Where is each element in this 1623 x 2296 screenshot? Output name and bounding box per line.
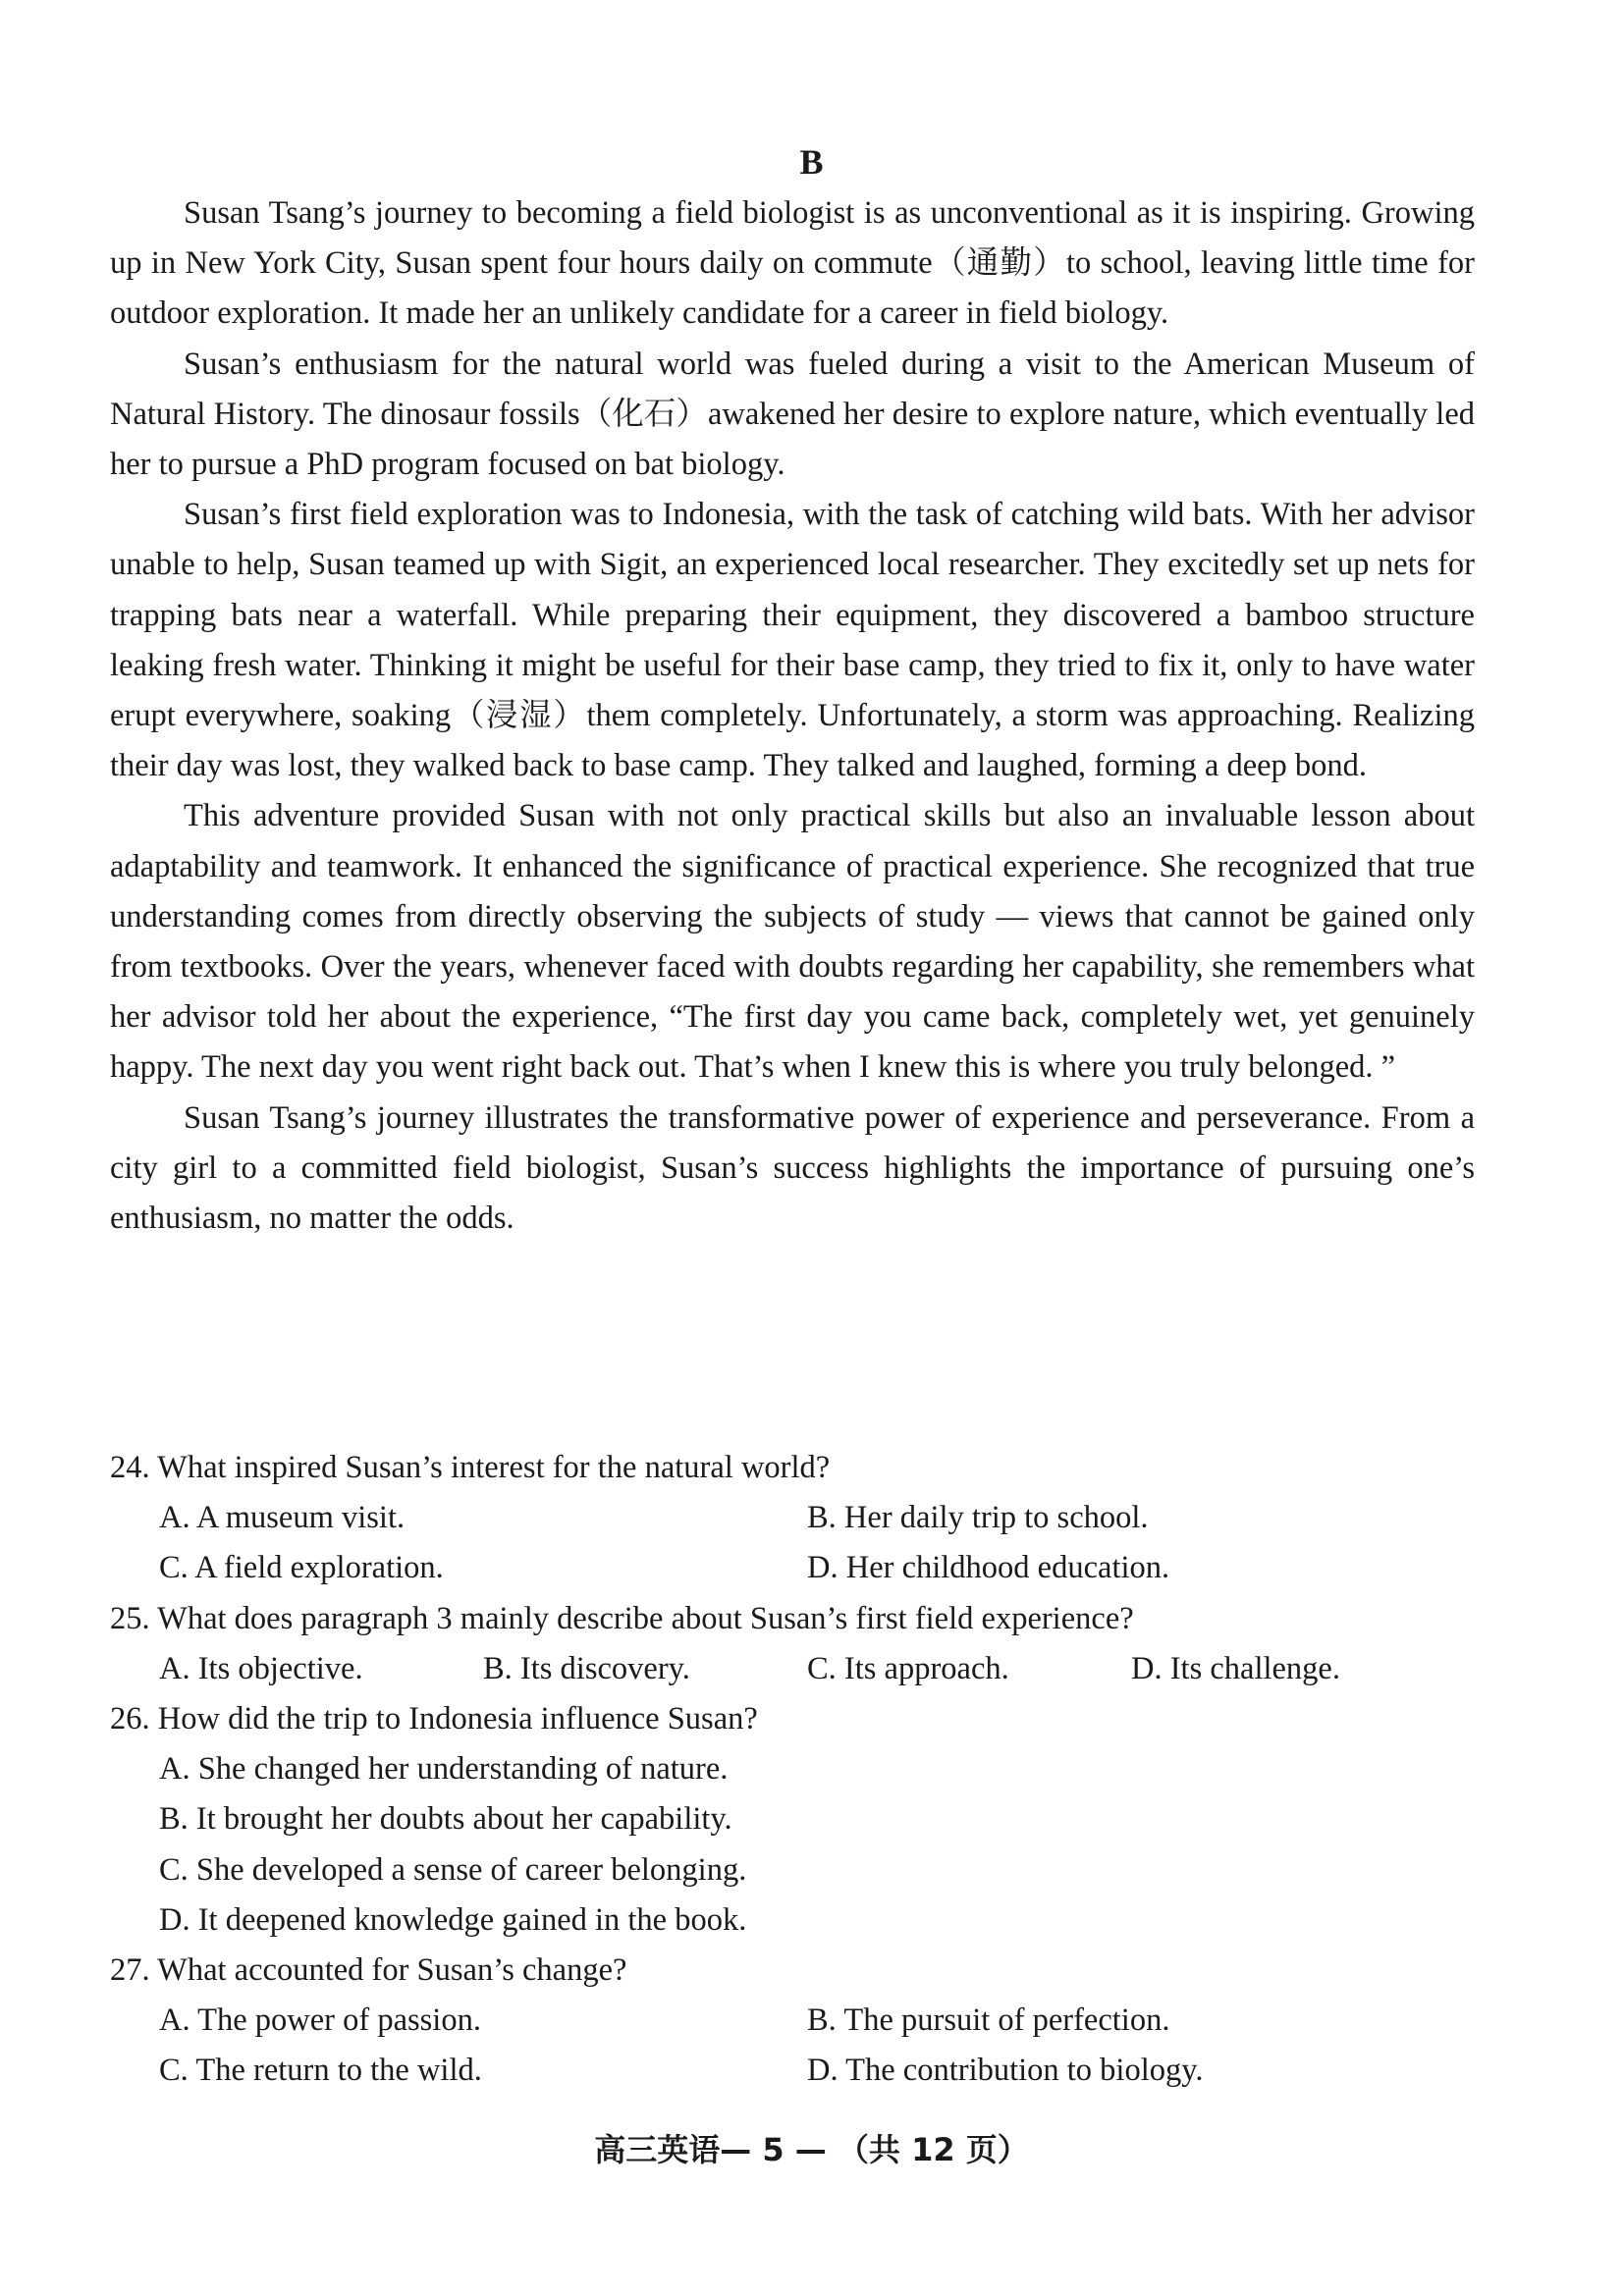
option-b: B. Her daily trip to school. [807,1500,1149,1536]
question-stem: 27. What accounted for Susan’s change? [110,1952,627,1989]
option-a: A. The power of passion. [159,2002,481,2039]
option-d: D. It deepened knowledge gained in the book. [159,1901,747,1938]
option-c: C. A field exploration. [159,1550,444,1586]
passage-paragraph-4: This adventure provided Susan with not only practical skills but also an invaluable lesson about adaptability and teamwork. It enhanced the significance of practical experience. She recognized that true understanding comes from directly observing the subjects of study — views that cannot be gained only from textbooks. Over the years, whenever faced with doubts regarding her capability, she remembers what her advisor told her about the experience, “The first day you came back, completely wet, yet genuinely happy. The next day you went right back out. That’s when I knew this is where you truly belonged. ” [110,798,1475,1086]
option-a: A. Its objective. [159,1650,363,1686]
reading-passage [110,188,1475,1244]
question-25 [110,1594,1475,1694]
options-row [110,1644,1475,1694]
passage-paragraph-2: Susan’s enthusiasm for the natural world was fueled during a visit to the American Museum of Natural History. The dinosaur fossils（化石）awakened her desire to explore nature, which eventually led her to pursue a PhD program focused on bat biology. [110,346,1475,483]
option-b: B. The pursuit of perfection. [807,2002,1170,2039]
options-row [110,1543,1475,1593]
option-c: C. The return to the wild. [159,2053,482,2089]
options-row [110,1996,1475,2046]
options-row [110,1493,1475,1543]
option-c: C. She developed a sense of career belonging. [159,1851,747,1888]
question-24 [110,1443,1475,1594]
option-a: A. She changed her understanding of nature. [159,1751,729,1788]
option-d: D. The contribution to biology. [807,2053,1204,2089]
page-footer: 高三英语— 5 — （共 12 页） [594,2131,1029,2168]
option-b: B. It brought her doubts about her capability. [159,1801,732,1838]
question-27 [110,1946,1475,2097]
question-stem: 25. What does paragraph 3 mainly describe about Susan’s first field experience? [110,1600,1134,1636]
option-d: D. Her childhood education. [807,1550,1170,1586]
passage-paragraph-1: Susan Tsang’s journey to becoming a field biologist is as unconventional as it is inspiring. Growing up in New York City, Susan spent four hours daily on commute（通勤）to school, leaving little time for outdoor exploration. It made her an unlikely candidate for a career in field biology. [110,195,1475,332]
option-d: D. Its challenge. [1131,1650,1340,1686]
question-stem: 26. How did the trip to Indonesia influence Susan? [110,1701,758,1737]
option-c: C. Its approach. [807,1650,1009,1686]
passage-paragraph-3: Susan’s first field exploration was to Indonesia, with the task of catching wild bats. With her advisor unable to help, Susan teamed up with Sigit, an experienced local researcher. They excitedly set up nets for trapping bats near a waterfall. While preparing their equipment, they discovered a bamboo structure leaking fresh water. Thinking it might be useful for their base camp, they tried to fix it, only to have water erupt everywhere, soaking（浸湿）them completely. Unfortunately, a storm was approaching. Realizing their day was lost, they walked back to base camp. They talked and laughed, forming a deep bond. [110,497,1475,784]
option-b: B. Its discovery. [483,1650,690,1686]
question-stem: 24. What inspired Susan’s interest for the natural world? [110,1450,831,1485]
options-row [110,2046,1475,2096]
passage-paragraph-5: Susan Tsang’s journey illustrates the transformative power of experience and perseverance. From a city girl to a committed field biologist, Susan’s success highlights the importance of pursuing one’s enthusiasm, no matter the odds. [110,1099,1475,1237]
question-list [110,1443,1475,2097]
question-26 [110,1694,1475,1946]
option-a: A. A museum visit. [159,1500,406,1536]
section-title: B [799,142,824,182]
